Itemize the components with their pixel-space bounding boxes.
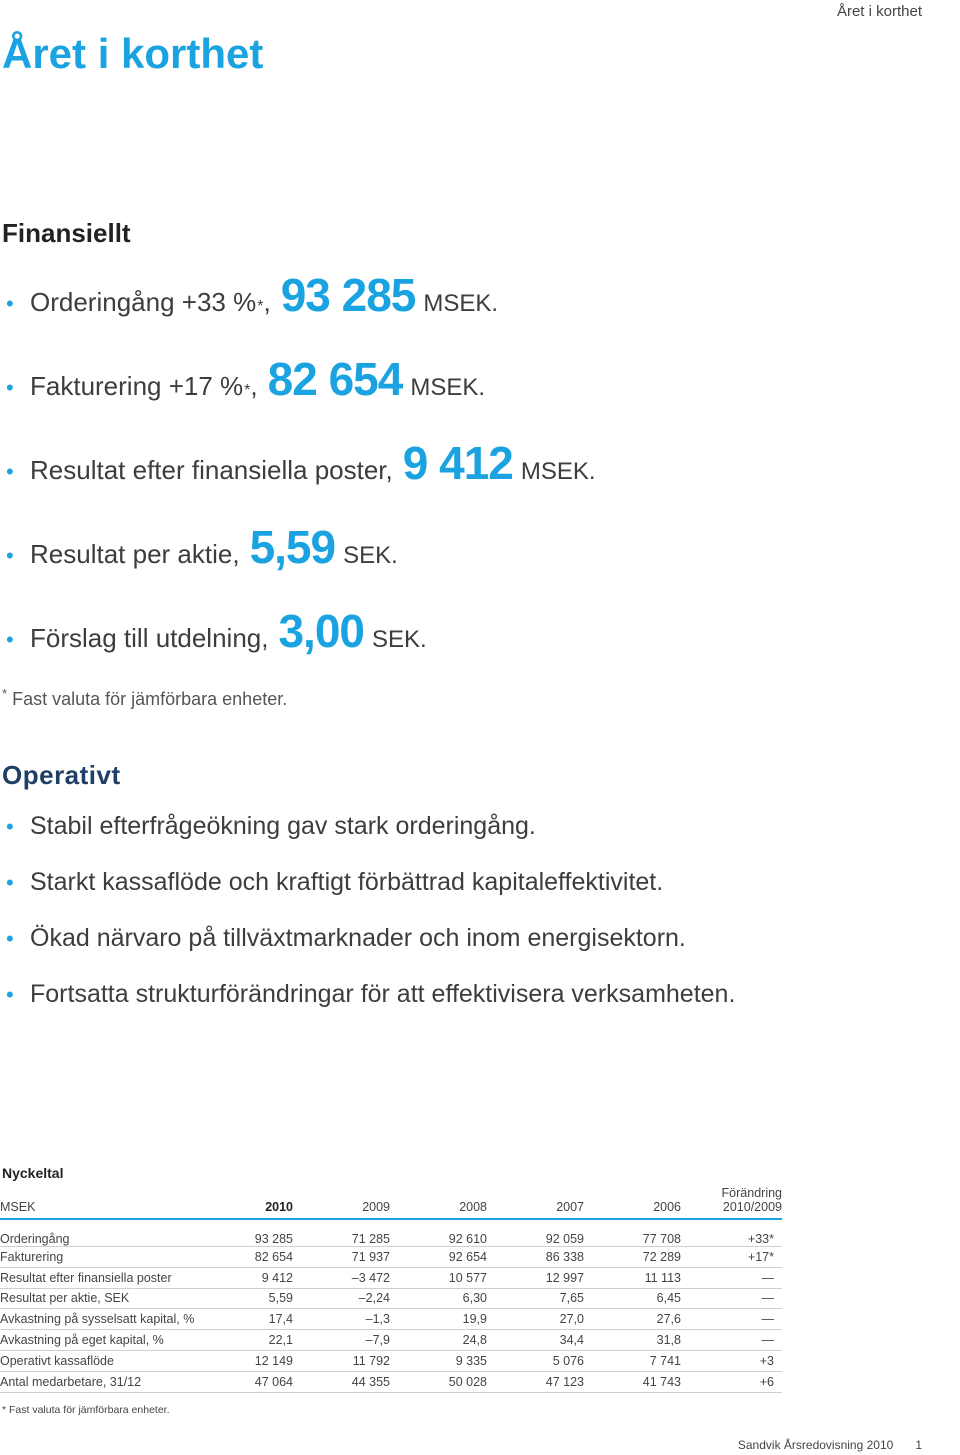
op-item-text: Fortsatta strukturförändringar för att effektivisera verksamheten.	[30, 980, 736, 1008]
cell-change: +6	[759, 1374, 774, 1389]
bullet-icon: •	[6, 870, 14, 895]
page-title: Året i korthet	[2, 30, 264, 77]
cell: 92 610	[448, 1232, 487, 1246]
cell: 7 741	[649, 1353, 681, 1368]
header-year: 2010	[265, 1200, 293, 1214]
fin-item-label: Fakturering +17 %	[30, 371, 244, 401]
cell: 77 708	[642, 1232, 681, 1246]
cell: 9 412	[261, 1270, 293, 1285]
cell: 34,4	[559, 1333, 584, 1348]
fin-item-value: 3,00	[278, 605, 364, 657]
cell: 41 743	[642, 1374, 681, 1389]
op-item	[6, 868, 663, 897]
cell: 27,0	[559, 1312, 584, 1327]
cell-change: —	[761, 1333, 774, 1348]
fin-item-orderingang	[6, 268, 498, 322]
fin-item-value: 82 654	[267, 353, 403, 405]
section-heading-finansiellt: Finansiellt	[2, 218, 131, 248]
table-row	[0, 1288, 782, 1309]
row-label: Antal medarbetare, 31/12	[0, 1374, 142, 1389]
asterisk: *	[244, 382, 251, 399]
fin-item-value: 5,59	[249, 521, 336, 573]
cell: 5,59	[268, 1291, 293, 1306]
cell: 92 059	[545, 1232, 584, 1246]
table-row	[0, 1267, 782, 1288]
table-row	[0, 1350, 782, 1371]
fin-item-value: 93 285	[280, 269, 416, 321]
bullet-icon: •	[6, 926, 14, 951]
fin-footnote	[2, 686, 287, 710]
cell: 19,9	[462, 1312, 487, 1327]
header-change-line2: 2010/2009	[722, 1200, 782, 1214]
cell: 24,8	[462, 1333, 487, 1348]
header-unit: MSEK	[0, 1200, 36, 1214]
header-year: 2006	[653, 1200, 681, 1214]
cell: 50 028	[448, 1374, 487, 1389]
fin-item-unit: MSEK.	[423, 290, 499, 317]
op-item	[6, 812, 536, 841]
cell: 9 335	[455, 1353, 487, 1368]
cell: 6,45	[656, 1291, 681, 1306]
header-year: 2009	[362, 1200, 390, 1214]
cell-change: —	[761, 1312, 774, 1327]
cell: 92 654	[448, 1249, 487, 1264]
cell-change: +17*	[747, 1249, 774, 1264]
cell: 31,8	[656, 1333, 681, 1348]
cell: –7,9	[365, 1333, 390, 1348]
cell: 11 792	[352, 1353, 390, 1368]
header-change	[681, 1180, 782, 1219]
fin-item-unit: MSEK.	[410, 374, 486, 401]
fin-footnote-text: Fast valuta för jämförbara enheter.	[12, 689, 288, 709]
header-year: 2008	[459, 1200, 487, 1214]
cell: 44 355	[351, 1374, 390, 1389]
bullet-icon: •	[6, 982, 14, 1007]
row-label: Avkastning på sysselsatt kapital, %	[0, 1312, 195, 1327]
fin-item-unit: SEK.	[372, 626, 427, 653]
fin-item-label: Resultat per aktie,	[30, 539, 240, 569]
table-footnote: * Fast valuta för jämförbara enheter.	[2, 1404, 170, 1416]
table-row	[0, 1330, 782, 1351]
separator: ,	[263, 287, 271, 317]
cell: 10 577	[448, 1270, 487, 1285]
fin-item-resultat-per-aktie	[6, 520, 398, 574]
table-row	[0, 1247, 782, 1268]
fin-item-resultat-efter-finansiella	[6, 436, 596, 490]
fin-item-unit: SEK.	[343, 542, 398, 569]
fin-item-value: 9 412	[402, 437, 513, 489]
cell: 27,6	[656, 1312, 681, 1327]
cell: 82 654	[254, 1249, 293, 1264]
fin-item-label: Orderingång +33 %	[30, 287, 257, 317]
cell: –2,24	[358, 1291, 390, 1306]
cell: –3 472	[351, 1270, 390, 1285]
cell: 6,30	[462, 1291, 487, 1306]
cell: 7,65	[559, 1291, 584, 1306]
bullet-icon: •	[6, 459, 14, 484]
cell: 86 338	[545, 1249, 584, 1264]
cell-change: —	[761, 1291, 774, 1306]
fin-item-unit: MSEK.	[520, 458, 596, 485]
cell: 12 997	[545, 1270, 584, 1285]
cell-change: —	[761, 1270, 774, 1285]
row-label: Operativt kassaflöde	[0, 1353, 114, 1368]
fin-item-utdelning	[6, 604, 427, 658]
table-header-row	[0, 1180, 782, 1219]
table-row	[0, 1219, 782, 1247]
bullet-icon: •	[6, 375, 14, 400]
cell: 12 149	[254, 1353, 293, 1368]
bullet-icon: •	[6, 291, 14, 316]
header-year: 2007	[556, 1200, 584, 1214]
cell: 72 289	[642, 1249, 681, 1264]
page-footer	[738, 1438, 922, 1452]
table-caption: Nyckeltal	[2, 1165, 64, 1181]
cell: –1,3	[365, 1312, 390, 1327]
op-item	[6, 924, 686, 953]
cell: 93 285	[254, 1232, 293, 1246]
cell: 71 937	[351, 1249, 390, 1264]
op-item	[6, 980, 735, 1009]
cell-change: +33*	[747, 1232, 774, 1246]
row-label: Resultat efter finansiella poster	[0, 1270, 172, 1285]
page-number: 1	[915, 1438, 922, 1452]
op-item-text: Starkt kassaflöde och kraftigt förbättrad kapitaleffektivitet.	[30, 868, 664, 896]
asterisk: *	[257, 298, 264, 315]
asterisk: *	[2, 686, 8, 701]
fin-item-fakturering	[6, 352, 485, 406]
running-header: Året i korthet	[836, 3, 922, 20]
cell: 5 076	[552, 1353, 584, 1368]
row-label: Avkastning på eget kapital, %	[0, 1333, 164, 1348]
op-item-text: Ökad närvaro på tillväxtmarknader och inom energisektorn.	[30, 924, 686, 952]
table-row	[0, 1309, 782, 1330]
fin-item-label: Förslag till utdelning,	[30, 623, 269, 653]
nyckeltal-table	[0, 1180, 782, 1393]
cell-change: +3	[759, 1353, 774, 1368]
cell: 47 123	[545, 1374, 584, 1389]
cell: 71 285	[351, 1232, 390, 1246]
op-item-text: Stabil efterfrågeökning gav stark orderingång.	[30, 812, 536, 840]
cell: 22,1	[268, 1333, 293, 1348]
cell: 47 064	[254, 1374, 293, 1389]
cell: 11 113	[644, 1270, 681, 1285]
header-change-line1: Förändring	[721, 1186, 782, 1200]
table-row	[0, 1371, 782, 1392]
row-label: Resultat per aktie, SEK	[0, 1291, 130, 1306]
separator: ,	[250, 371, 258, 401]
bullet-icon: •	[6, 814, 14, 839]
section-heading-operativt: Operativt	[2, 760, 121, 790]
footer-text: Sandvik Årsredovisning 2010	[737, 1438, 894, 1452]
cell: 17,4	[268, 1312, 293, 1327]
bullet-icon: •	[6, 543, 14, 568]
fin-item-label: Resultat efter finansiella poster,	[30, 455, 393, 485]
row-label: Fakturering	[0, 1249, 64, 1264]
bullet-icon: •	[6, 627, 14, 652]
row-label: Orderingång	[0, 1232, 70, 1246]
